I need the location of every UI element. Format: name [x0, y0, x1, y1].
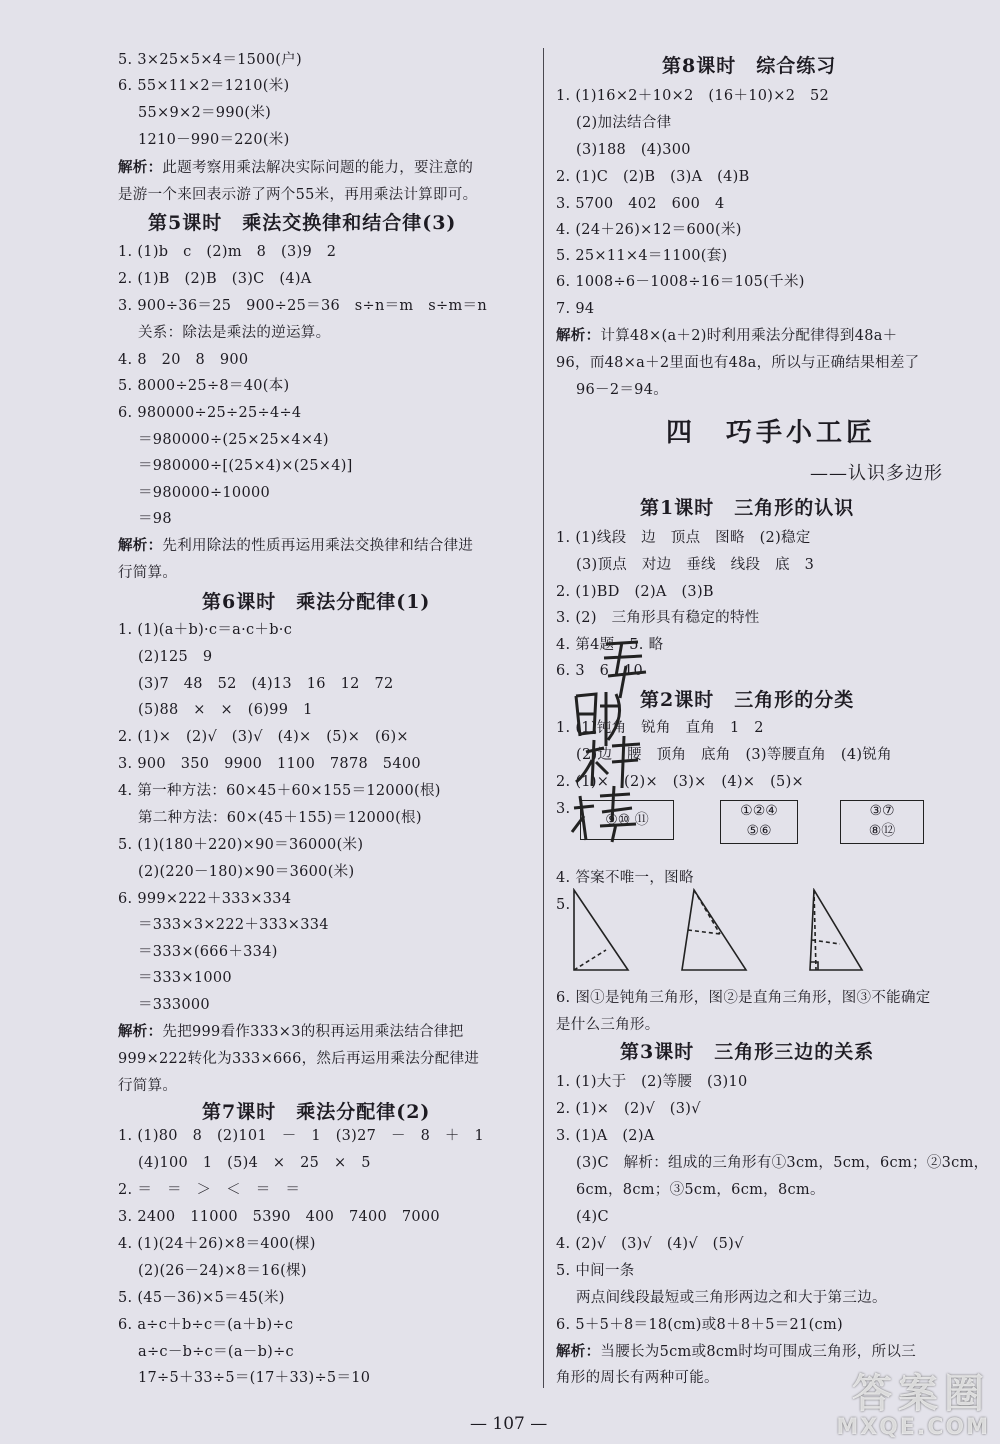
triangle-3 [810, 890, 862, 970]
answer-line: 5. 8000÷25÷8＝40(本) [118, 378, 290, 394]
answer-line: 2. (1)× (2)√ (3)√ (4)× (5)× (6)× [118, 729, 409, 745]
answer-box: ①②④ ⑤⑥ [720, 800, 798, 844]
section-heading: 第5课时 乘法交换律和结合律(3) [148, 212, 457, 234]
answer-line: 6. a÷c＋b÷c＝(a＋b)÷c [118, 1317, 294, 1333]
analysis-line: 解析：计算48×(a＋2)时利用乘法分配律得到48a＋ [556, 327, 898, 344]
page-number: — 107 — [470, 1414, 548, 1434]
answer-line: 55×9×2＝990(米) [138, 105, 272, 121]
triangle-1 [574, 890, 628, 970]
answer-line: 1. (1)b c (2)m 8 (3)9 2 [118, 244, 337, 260]
answer-line: 2. (1)× (2)× (3)× (4)× (5)× [556, 774, 804, 790]
analysis-line: 96，而48×a＋2里面也有48a，所以与正确结果相差了 [556, 355, 920, 371]
unit-title: 四 巧手小工匠 [666, 418, 877, 448]
answer-line: 2. ＝ ＝ ＞ ＜ ＝ ＝ [118, 1182, 301, 1198]
section-heading: 第6课时 乘法分配律(1) [202, 591, 431, 613]
answer-line: 两点间线段最短或三角形两边之和大于第三边。 [576, 1290, 887, 1306]
answer-line: ＝333000 [138, 997, 210, 1013]
analysis-line: 行简算。 [118, 1078, 178, 1094]
answer-line: ＝333×(666＋334) [138, 944, 278, 960]
answer-line: 1. (1)80 8 (2)101 － 1 (3)27 － 8 ＋ 1 [118, 1128, 485, 1144]
triangle-figures [570, 888, 930, 978]
analysis-line: 解析：此题考察用乘法解决实际问题的能力，要注意的 [118, 159, 474, 176]
answer-line: 是什么三角形。 [556, 1017, 660, 1033]
answer-line: 6. 5＋5＋8＝18(cm)或8＋8＋5＝21(cm) [556, 1317, 843, 1333]
answer-line: (3)7 48 52 (4)13 16 12 72 [138, 676, 394, 692]
answer-line: 6. 1008÷6－1008÷16＝105(千米) [556, 274, 805, 290]
answer-line: 6. 55×11×2＝1210(米) [118, 78, 290, 94]
analysis-line: 角形的周长有两种可能。 [556, 1370, 719, 1386]
answer-line: 17÷5＋33÷5＝(17＋33)÷5＝10 [138, 1370, 371, 1386]
answer-line: 7. 94 [556, 301, 595, 317]
answer-box: ③⑦ ⑧⑫ [840, 800, 924, 844]
answer-line: ＝980000÷[(25×4)×(25×4)] [138, 458, 353, 474]
answer-line: (4)C [576, 1209, 609, 1225]
answer-line: 2. (1)BD (2)A (3)B [556, 584, 714, 600]
answer-line: (2)加法结合律 [576, 115, 672, 131]
answer-line: (2)边 腰 顶角 底角 (3)等腰直角 (4)锐角 [576, 747, 892, 763]
answer-line: (2)(220－180)×90＝3600(米) [138, 864, 355, 880]
answer-line: 3. 900÷36＝25 900÷25＝36 s÷n＝m s÷m＝n [118, 298, 487, 314]
answer-line: 5. (1)(180＋220)×90＝36000(米) [118, 837, 364, 853]
answer-line: 6. 3 6 10 [556, 663, 644, 679]
analysis-line: 行简算。 [118, 565, 178, 581]
answer-line: 5. (45－36)×5＝45(米) [118, 1290, 285, 1306]
answer-line: 4. 第一种方法：60×45＋60×155＝12000(根) [118, 783, 441, 799]
answer-line: 6. 999×222＋333×334 [118, 891, 292, 907]
watermark-url: MXQE.COM [836, 1415, 990, 1440]
answer-line: 4. (24＋26)×12＝600(米) [556, 222, 742, 238]
answer-line: 4. 8 20 8 900 [118, 352, 249, 368]
answer-line: 1. (1)16×2＋10×2 (16＋10)×2 52 [556, 88, 830, 104]
answer-line: (3)188 (4)300 [576, 142, 691, 158]
answer-line: ＝98 [138, 511, 172, 527]
answer-line: 5. 中间一条 [556, 1263, 635, 1279]
column-divider [543, 48, 544, 1388]
answer-box: ⑨⑩ ⑪ [580, 800, 674, 840]
answer-line: 3. 900 350 9900 1100 7878 5400 [118, 756, 421, 772]
answer-line: (3)顶点 对边 垂线 线段 底 3 [576, 557, 815, 573]
answer-line: ＝333×1000 [138, 970, 232, 986]
answer-line: 3. [556, 801, 571, 817]
answer-line: 1210－990＝220(米) [138, 132, 290, 148]
answer-line: 3. 2400 11000 5390 400 7400 7000 [118, 1209, 440, 1225]
watermark-logo [836, 1372, 990, 1440]
section-heading: 第1课时 三角形的认识 [640, 497, 855, 519]
answer-line: ＝980000÷10000 [138, 485, 271, 501]
answer-line: 1. (1)线段 边 顶点 图略 (2)稳定 [556, 530, 811, 546]
answer-line: 3. (1)A (2)A [556, 1128, 655, 1144]
analysis-line: 999×222转化为333×666，然后再运用乘法分配律进 [118, 1051, 480, 1067]
watermark-text: 答案圈 [852, 1371, 990, 1417]
answer-line: 2. (1)C (2)B (3)A (4)B [556, 169, 750, 185]
answer-line: 1. (1)大于 (2)等腰 (3)10 [556, 1074, 748, 1090]
answer-line: (2)125 9 [138, 649, 213, 665]
analysis-line: 解析：先把999看作333×3的积再运用乘法结合律把 [118, 1023, 464, 1040]
answer-line: (4)100 1 (5)4 × 25 × 5 [138, 1155, 371, 1171]
answer-line: 4. (1)(24＋26)×8＝400(棵) [118, 1236, 316, 1252]
answer-line: 6. 980000÷25÷25÷4÷4 [118, 405, 302, 421]
answer-line: 5. 3×25×5×4＝1500(户) [118, 52, 302, 68]
answer-line: 关系：除法是乘法的逆运算。 [138, 325, 331, 341]
answer-line: 1. (1)(a＋b)·c＝a·c＋b·c [118, 622, 293, 638]
answer-line: 6cm，8cm；③5cm，6cm，8cm。 [576, 1182, 825, 1198]
answer-line: 6. 图①是钝角三角形，图②是直角三角形，图③不能确定 [556, 990, 931, 1006]
section-heading: 第3课时 三角形三边的关系 [620, 1041, 875, 1063]
section-heading: 第8课时 综合练习 [662, 55, 837, 77]
answer-line: 5. [556, 897, 571, 913]
analysis-line: 解析：先利用除法的性质再运用乘法交换律和结合律进 [118, 537, 474, 554]
answer-line: 2. (1)B (2)B (3)C (4)A [118, 271, 312, 287]
section-heading: 第7课时 乘法分配律(2) [202, 1101, 431, 1123]
answer-line: 1. (1)钝角 锐角 直角 1 2 [556, 720, 764, 736]
section-heading: 第2课时 三角形的分类 [640, 689, 855, 711]
answer-line: 第二种方法：60×(45＋155)＝12000(根) [138, 810, 422, 826]
answer-line: ＝980000÷(25×25×4×4) [138, 432, 329, 448]
answer-line: 4. (2)√ (3)√ (4)√ (5)√ [556, 1236, 744, 1252]
analysis-line: 是游一个来回表示游了两个55米，再用乘法计算即可。 [118, 187, 478, 203]
unit-subtitle: ——认识多边形 [810, 463, 943, 484]
answer-line: 3. 5700 402 600 4 [556, 196, 725, 212]
answer-line: (2)(26－24)×8＝16(棵) [138, 1263, 307, 1279]
answer-line: 2. (1)× (2)√ (3)√ [556, 1101, 701, 1117]
answer-line: 4. 第4题 5. 略 [556, 637, 664, 653]
answer-line: a÷c－b÷c＝(a－b)÷c [138, 1344, 294, 1360]
answer-line: 3. (2) 三角形具有稳定的特性 [556, 610, 760, 626]
analysis-line: 96－2＝94。 [576, 382, 669, 398]
answer-line: ＝333×3×222＋333×334 [138, 917, 329, 933]
answer-line: (5)88 × × (6)99 1 [138, 702, 313, 718]
handwriting-scribble-icon [556, 636, 666, 846]
answer-line: 5. 25×11×4＝1100(套) [556, 248, 728, 264]
answer-line: (3)C 解析：组成的三角形有①3cm，5cm，6cm；②3cm， [576, 1155, 989, 1171]
analysis-line: 解析：当腰长为5cm或8cm时均可围成三角形，所以三 [556, 1343, 916, 1360]
answer-line: 4. 答案不唯一，图略 [556, 870, 694, 886]
